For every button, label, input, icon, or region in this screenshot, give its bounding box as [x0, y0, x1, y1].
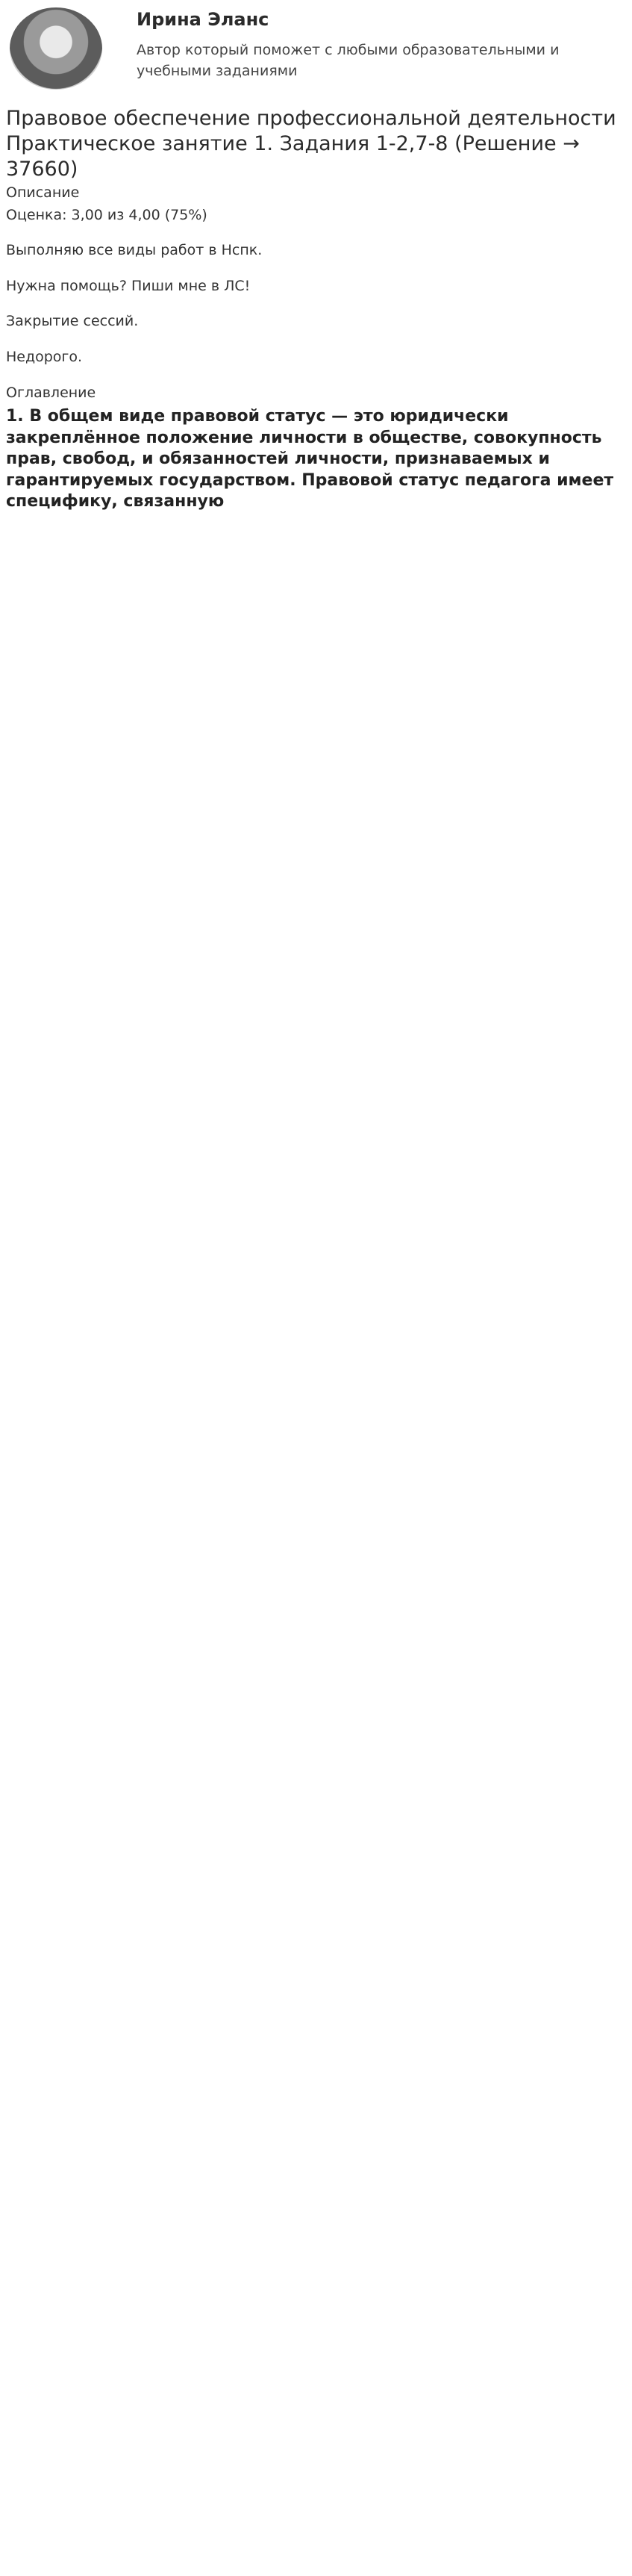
paragraph: Недорого. — [6, 348, 83, 365]
paragraph: Выполняю все виды работ в Нспк. — [6, 242, 263, 259]
author-avatar[interactable] — [10, 7, 102, 90]
toc-label: Оглавление — [6, 384, 96, 401]
author-description: Автор который поможет с любыми образовательными и учебными заданиями — [137, 42, 560, 79]
author-name[interactable]: Ирина Эланс — [137, 9, 269, 30]
author-header — [10, 6, 622, 93]
paragraph: Нужна помощь? Пиши мне в ЛС! — [6, 277, 251, 294]
rating: Оценка: 3,00 из 4,00 (75%) — [6, 206, 207, 223]
page-title: Правовое обеспечение профессиональной деятельности Практическое занятие 1. Задания 1-2,7-8 (Решение → 37660) — [6, 107, 616, 181]
paragraph: Закрытие сессий. — [6, 313, 139, 330]
section-heading: 1. В общем виде правовой статус — это юридически закреплённое положение личности в обществе, совокупность прав, свобод, и обязанностей личности, признаваемых и гарантируемых государством. Правовой статус педагога имеет специфику, связанную — [6, 407, 614, 511]
main-content — [6, 106, 625, 513]
description-label: Описание — [6, 184, 80, 202]
